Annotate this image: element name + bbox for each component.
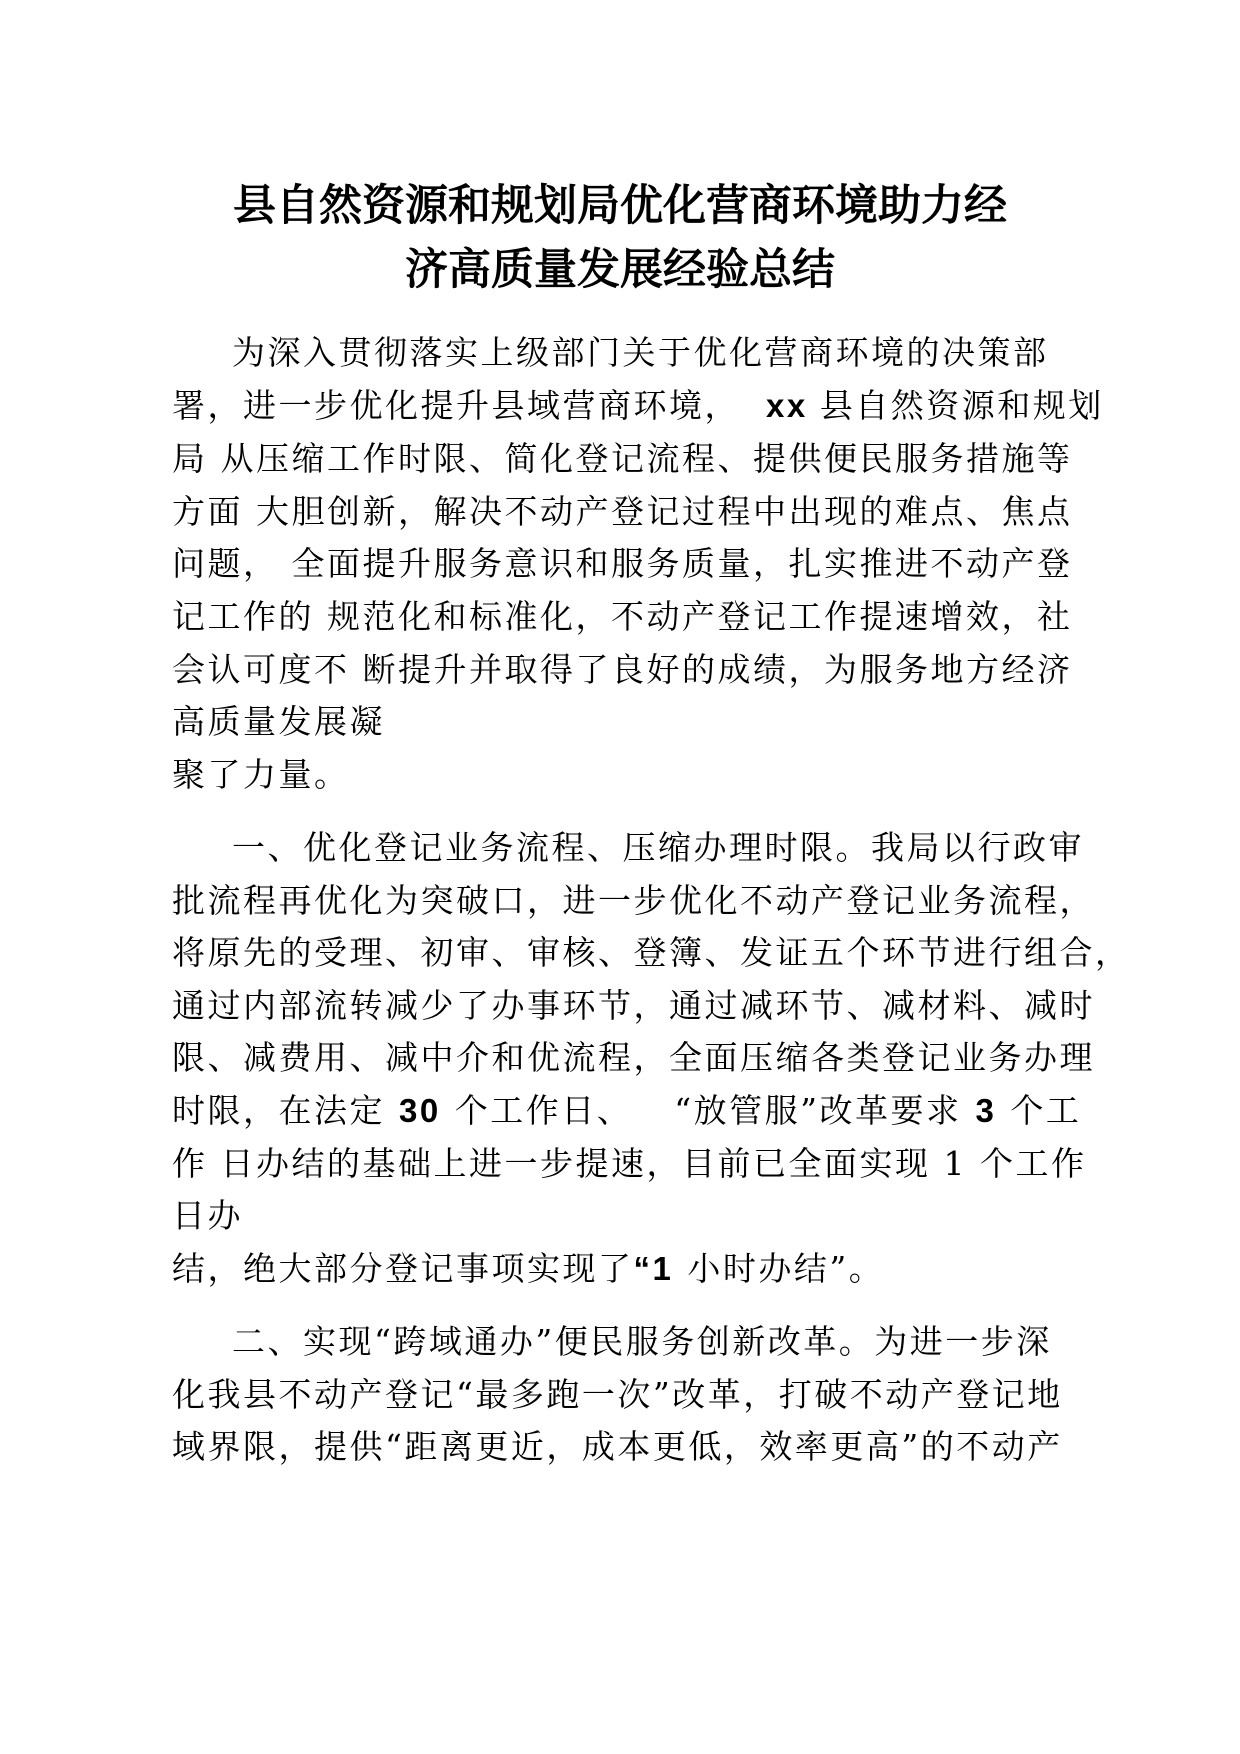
text-line: 作 日办结的基础上进一步提速，目前已全面实现 1 个工作 [172, 1144, 1087, 1183]
text-span: xx [766, 387, 808, 424]
text-line: 局 从压缩工作时限、简化登记流程、提供便民服务措施等 [172, 439, 1073, 478]
text-line: 二、实现“跨域通办”便民服务创新改革。为进一步深 [232, 1322, 1052, 1361]
text-line: 一、优化登记业务流程、压缩办理时限。我局以行政审 [232, 828, 1084, 867]
text-line: 将原先的受理、初审、审核、登簿、发证五个环节进行组合， [172, 933, 1131, 972]
text-line: 会认可度不 断提升并取得了良好的成绩，为服务地方经济 [172, 650, 1073, 689]
text-span: 县自然资源和规划 [819, 386, 1104, 425]
text-line: 问题， 全面提升服务意识和服务质量，扎实推进不动产登 [172, 544, 1073, 583]
text-span: 署，进一步优化提升县域营商环境， [172, 386, 740, 425]
text-span: 3 [975, 1092, 997, 1129]
text-line: 聚了力量。 [172, 755, 350, 794]
text-line: 记工作的 规范化和标准化，不动产登记工作提速增效，社 [172, 597, 1073, 636]
text-line: 域界限，提供“距离更近，成本更低，效率更高”的不动产 [172, 1427, 1063, 1466]
text-line [172, 384, 1104, 428]
text-span: “放管服”改革要求 [674, 1091, 962, 1130]
text-span: “1 [633, 1250, 674, 1287]
text-line: 日办 [172, 1196, 243, 1235]
text-span: 时限，在法定 [172, 1091, 385, 1130]
text-span: 个工 [1010, 1091, 1082, 1130]
text-line: 化我县不动产登记“最多跑一次”改革，打破不动产登记地 [172, 1375, 1063, 1414]
text-line: 高质量发展凝 [172, 702, 385, 741]
text-line: 方面 大胆创新，解决不动产登记过程中出现的难点、焦点 [172, 492, 1073, 531]
text-line: 通过内部流转减少了办事环节，通过减环节、减材料、减时 [172, 986, 1095, 1025]
text-span: 30 [399, 1092, 441, 1129]
document-title-line-2: 济高质量发展经验总结 [405, 245, 835, 295]
text-line [172, 1089, 1081, 1133]
text-span: 个工作日、 [454, 1091, 633, 1130]
text-span: 小时办结”。 [687, 1249, 885, 1288]
text-span: 结，绝大部分登记事项实现了 [172, 1249, 634, 1288]
document-title-line-1: 县自然资源和规划局优化营商环境助力经 [233, 181, 1007, 231]
text-line: 批流程再优化为突破口，进一步优化不动产登记业务流程， [172, 881, 1095, 920]
text-line: 为深入贯彻落实上级部门关于优化营商环境的决策部 [232, 333, 1049, 372]
text-line: 限、减费用、减中介和优流程，全面压缩各类登记业务办理 [172, 1038, 1095, 1077]
text-line [172, 1247, 884, 1291]
